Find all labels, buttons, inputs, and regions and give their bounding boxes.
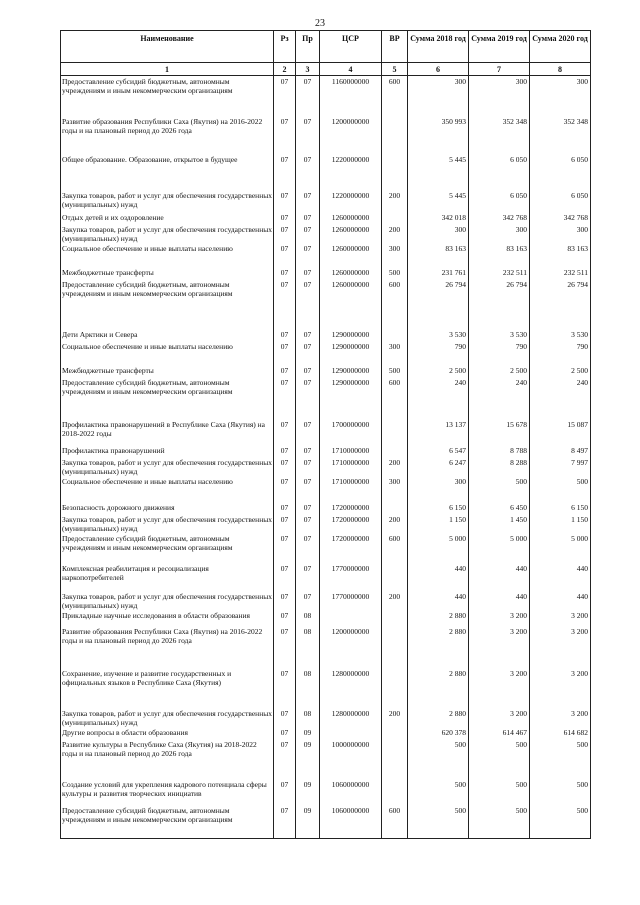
row-sum-2018: 5 000	[408, 533, 469, 563]
row-csr: 1290000000	[320, 341, 382, 365]
row-sum-2019: 3 200	[469, 610, 530, 626]
row-pr: 07	[296, 563, 320, 591]
header-rz: Рз	[274, 31, 296, 63]
table-row	[61, 779, 591, 805]
row-name: Комплексная реабилитация и ресоциализация наркопотребителей	[61, 563, 274, 591]
row-pr: 07	[296, 329, 320, 341]
row-pr: 07	[296, 279, 320, 329]
table-row	[61, 563, 591, 591]
table-row	[61, 626, 591, 668]
row-rz: 07	[274, 739, 296, 779]
row-vr: 600	[382, 76, 408, 116]
row-name: Закупка товаров, работ и услуг для обеспечения государственных (муниципальных) нужд	[62, 457, 273, 476]
row-vr	[382, 212, 408, 224]
table-row	[61, 502, 591, 514]
row-name: Социальное обеспечение и иные выплаты населению	[61, 476, 274, 502]
row-sum-2018: 6 150	[408, 502, 469, 514]
row-name: Дети Арктики и Севера	[61, 329, 274, 341]
row-sum-2020: 3 200	[530, 668, 591, 708]
row-sum-2020: 3 200	[530, 610, 591, 626]
row-csr: 1260000000	[320, 212, 382, 224]
row-vr	[382, 116, 408, 154]
row-sum-2019: 300	[469, 76, 530, 116]
row-csr	[320, 727, 382, 739]
row-name: Межбюджетные трансферты	[61, 267, 274, 279]
table-row	[61, 533, 591, 563]
row-csr: 1290000000	[320, 365, 382, 377]
table-row	[61, 739, 591, 779]
row-sum-2020: 790	[530, 341, 591, 365]
row-sum-2019: 1 450	[469, 514, 530, 533]
row-name: Закупка товаров, работ и услуг для обеспечения государственных (муниципальных) нужд	[62, 708, 273, 727]
row-sum-2019: 790	[469, 341, 530, 365]
row-pr: 07	[296, 476, 320, 502]
row-pr: 07	[296, 243, 320, 267]
row-sum-2018: 440	[408, 591, 469, 610]
row-sum-2020: 440	[530, 563, 591, 591]
row-sum-2018: 2 880	[408, 610, 469, 626]
row-csr: 1720000000	[320, 533, 382, 563]
header-vr: ВР	[382, 31, 408, 63]
row-csr: 1700000000	[320, 419, 382, 445]
row-rz: 07	[274, 377, 296, 419]
row-name: Предоставление субсидий бюджетным, автономным учреждениям и иным некоммерческим организациям	[61, 76, 274, 116]
row-csr: 1060000000	[320, 805, 382, 839]
table-row	[61, 279, 591, 329]
table-header	[61, 31, 591, 76]
row-vr: 600	[382, 279, 408, 329]
row-csr: 1260000000	[320, 224, 382, 243]
row-sum-2020: 614 682	[530, 727, 591, 739]
row-sum-2018: 300	[408, 76, 469, 116]
row-rz: 07	[274, 727, 296, 739]
table-row	[61, 445, 591, 457]
table-row	[61, 708, 591, 727]
row-vr	[382, 610, 408, 626]
row-rz: 07	[274, 341, 296, 365]
row-sum-2018: 342 018	[408, 212, 469, 224]
row-sum-2019: 352 348	[469, 116, 530, 154]
table-row	[61, 514, 591, 533]
table-row	[61, 805, 591, 839]
table-row	[61, 610, 591, 626]
row-sum-2018: 6 247	[408, 457, 469, 476]
row-sum-2018: 350 993	[408, 116, 469, 154]
row-name: Предоставление субсидий бюджетным, автономным учреждениям и иным некоммерческим организациям	[61, 377, 274, 419]
table-row	[61, 212, 591, 224]
table-row	[61, 365, 591, 377]
column-number: 3	[296, 63, 320, 76]
row-rz: 07	[274, 243, 296, 267]
row-sum-2018: 440	[408, 563, 469, 591]
row-sum-2019: 232 511	[469, 267, 530, 279]
row-vr	[382, 739, 408, 779]
row-pr: 09	[296, 739, 320, 779]
row-pr: 09	[296, 727, 320, 739]
row-pr: 07	[296, 190, 320, 212]
row-csr: 1160000000	[320, 76, 382, 116]
row-sum-2019: 342 768	[469, 212, 530, 224]
row-rz: 07	[274, 279, 296, 329]
row-sum-2018: 500	[408, 739, 469, 779]
row-pr: 08	[296, 708, 320, 727]
row-csr: 1770000000	[320, 563, 382, 591]
row-vr: 300	[382, 243, 408, 267]
row-name: Отдых детей и их оздоровление	[61, 212, 274, 224]
table-row	[61, 267, 591, 279]
row-pr: 07	[296, 591, 320, 610]
table-row	[61, 668, 591, 708]
row-csr: 1200000000	[320, 626, 382, 668]
row-name: Развитие образования Республики Саха (Якутия) на 2016-2022 годы и на плановый период до 2026 года	[61, 626, 274, 668]
row-sum-2019: 500	[469, 805, 530, 839]
row-rz: 07	[274, 212, 296, 224]
row-pr: 08	[296, 610, 320, 626]
row-pr: 07	[296, 341, 320, 365]
row-name: Создание условий для укрепления кадрового потенциала сферы культуры и развития творческих инициатив	[61, 779, 274, 805]
row-csr: 1200000000	[320, 116, 382, 154]
row-sum-2020: 232 511	[530, 267, 591, 279]
row-name: Сохранение, изучение и развитие государственных и официальных языков в Республике Саха (Якутия)	[61, 668, 274, 708]
row-sum-2018: 790	[408, 341, 469, 365]
row-rz: 07	[274, 457, 296, 476]
row-name: Межбюджетные трансферты	[61, 365, 274, 377]
row-rz: 07	[274, 502, 296, 514]
table-row	[61, 154, 591, 190]
row-csr	[320, 610, 382, 626]
row-sum-2020: 352 348	[530, 116, 591, 154]
row-pr: 07	[296, 224, 320, 243]
row-name: Профилактика правонарушений	[61, 445, 274, 457]
row-sum-2019: 6 050	[469, 154, 530, 190]
row-sum-2019: 500	[469, 739, 530, 779]
row-sum-2019: 8 788	[469, 445, 530, 457]
row-name: Профилактика правонарушений в Республике Саха (Якутия) на 2018-2022 годы	[61, 419, 274, 445]
row-rz: 07	[274, 476, 296, 502]
row-sum-2018: 231 761	[408, 267, 469, 279]
row-name: Закупка товаров, работ и услуг для обеспечения государственных (муниципальных) нужд	[62, 514, 273, 533]
row-vr: 300	[382, 341, 408, 365]
row-sum-2019: 3 200	[469, 668, 530, 708]
row-sum-2020: 6 050	[530, 154, 591, 190]
row-name: Закупка товаров, работ и услуг для обеспечения государственных (муниципальных) нужд	[61, 190, 274, 212]
row-csr: 1220000000	[320, 190, 382, 212]
row-sum-2018: 26 794	[408, 279, 469, 329]
row-sum-2020: 500	[530, 779, 591, 805]
row-sum-2020: 6 050	[530, 190, 591, 212]
column-number: 1	[61, 63, 274, 76]
row-sum-2020: 500	[530, 476, 591, 502]
row-pr: 07	[296, 514, 320, 533]
row-vr: 500	[382, 365, 408, 377]
row-vr	[382, 563, 408, 591]
row-pr: 07	[296, 365, 320, 377]
row-sum-2020: 500	[530, 739, 591, 779]
row-csr: 1290000000	[320, 329, 382, 341]
header-name: Наименование	[61, 31, 274, 63]
table-row	[61, 419, 591, 445]
row-sum-2020: 7 997	[530, 457, 591, 476]
row-sum-2020: 8 497	[530, 445, 591, 457]
row-vr	[382, 727, 408, 739]
row-sum-2018: 500	[408, 805, 469, 839]
header-sum-2019: Сумма 2019 год	[469, 31, 530, 63]
row-sum-2020: 3 200	[530, 626, 591, 668]
row-rz: 07	[274, 533, 296, 563]
column-number: 7	[469, 63, 530, 76]
row-csr: 1260000000	[320, 267, 382, 279]
row-pr: 07	[296, 457, 320, 476]
row-sum-2018: 5 445	[408, 190, 469, 212]
row-sum-2019: 8 288	[469, 457, 530, 476]
row-rz: 07	[274, 154, 296, 190]
row-name: Закупка товаров, работ и услуг для обеспечения государственных (муниципальных) нужд	[62, 224, 273, 243]
row-name: Предоставление субсидий бюджетным, автономным учреждениям и иным некоммерческим организациям	[61, 279, 274, 329]
row-csr: 1770000000	[320, 591, 382, 610]
row-sum-2018: 1 150	[408, 514, 469, 533]
row-vr	[382, 668, 408, 708]
row-name: Предоставление субсидий бюджетным, автономным учреждениям и иным некоммерческим организациям	[61, 533, 274, 563]
row-name: Социальное обеспечение и иные выплаты населению	[61, 243, 274, 267]
row-rz: 07	[274, 76, 296, 116]
table-row	[61, 76, 591, 116]
row-sum-2020: 2 500	[530, 365, 591, 377]
row-name: Развитие культуры в Республике Саха (Якутия) на 2018-2022 годы и на плановый период до 2026 года	[61, 739, 274, 779]
row-vr	[382, 445, 408, 457]
row-sum-2018: 83 163	[408, 243, 469, 267]
page-number: 23	[315, 18, 325, 29]
row-csr: 1280000000	[320, 708, 382, 727]
row-sum-2018: 2 500	[408, 365, 469, 377]
row-rz: 07	[274, 419, 296, 445]
row-rz: 07	[274, 779, 296, 805]
row-sum-2018: 2 880	[408, 626, 469, 668]
table-row	[61, 591, 591, 610]
row-sum-2020: 3 200	[530, 708, 591, 727]
row-pr: 08	[296, 626, 320, 668]
row-vr: 600	[382, 805, 408, 839]
row-sum-2018: 300	[408, 476, 469, 502]
row-csr: 1710000000	[320, 476, 382, 502]
row-rz: 07	[274, 116, 296, 154]
row-pr: 07	[296, 116, 320, 154]
table-row	[61, 457, 591, 476]
row-pr: 07	[296, 377, 320, 419]
table-row	[61, 377, 591, 419]
row-vr: 200	[382, 190, 408, 212]
row-sum-2019: 83 163	[469, 243, 530, 267]
row-sum-2018: 300	[408, 224, 469, 243]
row-sum-2020: 240	[530, 377, 591, 419]
row-sum-2018: 500	[408, 779, 469, 805]
budget-table	[60, 30, 591, 839]
row-pr: 07	[296, 212, 320, 224]
row-rz: 07	[274, 668, 296, 708]
row-sum-2019: 300	[469, 224, 530, 243]
column-number: 6	[408, 63, 469, 76]
header-csr: ЦСР	[320, 31, 382, 63]
row-csr: 1710000000	[320, 457, 382, 476]
row-name: Общее образование. Образование, открытое в будущее	[61, 154, 274, 190]
row-rz: 07	[274, 610, 296, 626]
row-sum-2020: 15 087	[530, 419, 591, 445]
table-row	[61, 224, 591, 243]
row-vr: 600	[382, 533, 408, 563]
row-sum-2019: 440	[469, 563, 530, 591]
row-vr: 200	[382, 457, 408, 476]
row-sum-2019: 614 467	[469, 727, 530, 739]
row-sum-2018: 620 378	[408, 727, 469, 739]
table-row	[61, 329, 591, 341]
row-csr: 1290000000	[320, 377, 382, 419]
row-sum-2019: 2 500	[469, 365, 530, 377]
row-vr	[382, 154, 408, 190]
row-pr: 07	[296, 502, 320, 514]
row-rz: 07	[274, 445, 296, 457]
row-rz: 07	[274, 365, 296, 377]
row-name: Безопасность дорожного движения	[61, 502, 274, 514]
row-sum-2020: 440	[530, 591, 591, 610]
row-csr: 1720000000	[320, 502, 382, 514]
row-sum-2019: 26 794	[469, 279, 530, 329]
row-sum-2020: 3 530	[530, 329, 591, 341]
row-sum-2019: 3 200	[469, 708, 530, 727]
row-rz: 07	[274, 514, 296, 533]
row-rz: 07	[274, 190, 296, 212]
row-name: Другие вопросы в области образования	[61, 727, 274, 739]
header-sum-2018: Сумма 2018 год	[408, 31, 469, 63]
table-row	[61, 190, 591, 212]
row-pr: 07	[296, 419, 320, 445]
row-sum-2018: 5 445	[408, 154, 469, 190]
row-name: Предоставление субсидий бюджетным, автономным учреждениям и иным некоммерческим организациям	[61, 805, 274, 839]
row-rz: 07	[274, 591, 296, 610]
row-rz: 07	[274, 267, 296, 279]
row-sum-2018: 3 530	[408, 329, 469, 341]
row-vr: 300	[382, 476, 408, 502]
budget-table-wrapper	[60, 30, 590, 839]
row-sum-2020: 26 794	[530, 279, 591, 329]
row-csr: 1260000000	[320, 279, 382, 329]
row-rz: 07	[274, 224, 296, 243]
row-rz: 07	[274, 708, 296, 727]
row-vr: 500	[382, 267, 408, 279]
row-csr: 1710000000	[320, 445, 382, 457]
row-sum-2020: 500	[530, 805, 591, 839]
row-pr: 07	[296, 445, 320, 457]
row-sum-2019: 500	[469, 476, 530, 502]
row-sum-2019: 500	[469, 779, 530, 805]
row-pr: 07	[296, 154, 320, 190]
row-sum-2019: 240	[469, 377, 530, 419]
row-name: Развитие образования Республики Саха (Якутия) на 2016-2022 годы и на плановый период до 2026 года	[61, 116, 274, 154]
column-number-row	[61, 63, 591, 76]
row-pr: 09	[296, 805, 320, 839]
row-name: Закупка товаров, работ и услуг для обеспечения государственных (муниципальных) нужд	[62, 591, 273, 610]
row-sum-2020: 6 150	[530, 502, 591, 514]
row-sum-2020: 5 000	[530, 533, 591, 563]
table-body	[61, 76, 591, 839]
table-row	[61, 116, 591, 154]
row-csr: 1720000000	[320, 514, 382, 533]
row-rz: 07	[274, 563, 296, 591]
row-sum-2018: 240	[408, 377, 469, 419]
row-sum-2019: 440	[469, 591, 530, 610]
row-vr: 200	[382, 591, 408, 610]
column-number: 2	[274, 63, 296, 76]
row-pr: 07	[296, 533, 320, 563]
row-vr	[382, 419, 408, 445]
row-csr: 1220000000	[320, 154, 382, 190]
row-sum-2018: 2 880	[408, 668, 469, 708]
row-vr: 600	[382, 377, 408, 419]
table-row	[61, 341, 591, 365]
column-number: 5	[382, 63, 408, 76]
row-sum-2019: 6 050	[469, 190, 530, 212]
row-pr: 07	[296, 76, 320, 116]
row-vr	[382, 779, 408, 805]
table-row	[61, 476, 591, 502]
row-sum-2020: 300	[530, 224, 591, 243]
row-sum-2018: 2 880	[408, 708, 469, 727]
row-sum-2019: 15 678	[469, 419, 530, 445]
table-row	[61, 727, 591, 739]
row-csr: 1280000000	[320, 668, 382, 708]
row-name: Социальное обеспечение и иные выплаты населению	[61, 341, 274, 365]
row-vr	[382, 502, 408, 514]
row-sum-2019: 5 000	[469, 533, 530, 563]
header-pr: Пр	[296, 31, 320, 63]
row-rz: 07	[274, 329, 296, 341]
row-sum-2019: 6 450	[469, 502, 530, 514]
row-csr: 1000000000	[320, 739, 382, 779]
row-vr: 200	[382, 708, 408, 727]
row-sum-2018: 6 547	[408, 445, 469, 457]
row-sum-2020: 342 768	[530, 212, 591, 224]
row-csr: 1260000000	[320, 243, 382, 267]
row-sum-2020: 300	[530, 76, 591, 116]
row-pr: 07	[296, 267, 320, 279]
row-pr: 08	[296, 668, 320, 708]
row-vr: 200	[382, 514, 408, 533]
header-sum-2020: Сумма 2020 год	[530, 31, 591, 63]
row-sum-2019: 3 530	[469, 329, 530, 341]
column-number: 4	[320, 63, 382, 76]
row-sum-2020: 1 150	[530, 514, 591, 533]
row-pr: 09	[296, 779, 320, 805]
table-row	[61, 243, 591, 267]
row-name: Прикладные научные исследования в области образования	[61, 610, 274, 626]
row-rz: 07	[274, 805, 296, 839]
row-sum-2020: 83 163	[530, 243, 591, 267]
row-vr: 200	[382, 224, 408, 243]
row-sum-2019: 3 200	[469, 626, 530, 668]
row-rz: 07	[274, 626, 296, 668]
column-number: 8	[530, 63, 591, 76]
row-sum-2018: 13 137	[408, 419, 469, 445]
header-row	[61, 31, 591, 63]
row-vr	[382, 329, 408, 341]
row-vr	[382, 626, 408, 668]
row-csr: 1060000000	[320, 779, 382, 805]
